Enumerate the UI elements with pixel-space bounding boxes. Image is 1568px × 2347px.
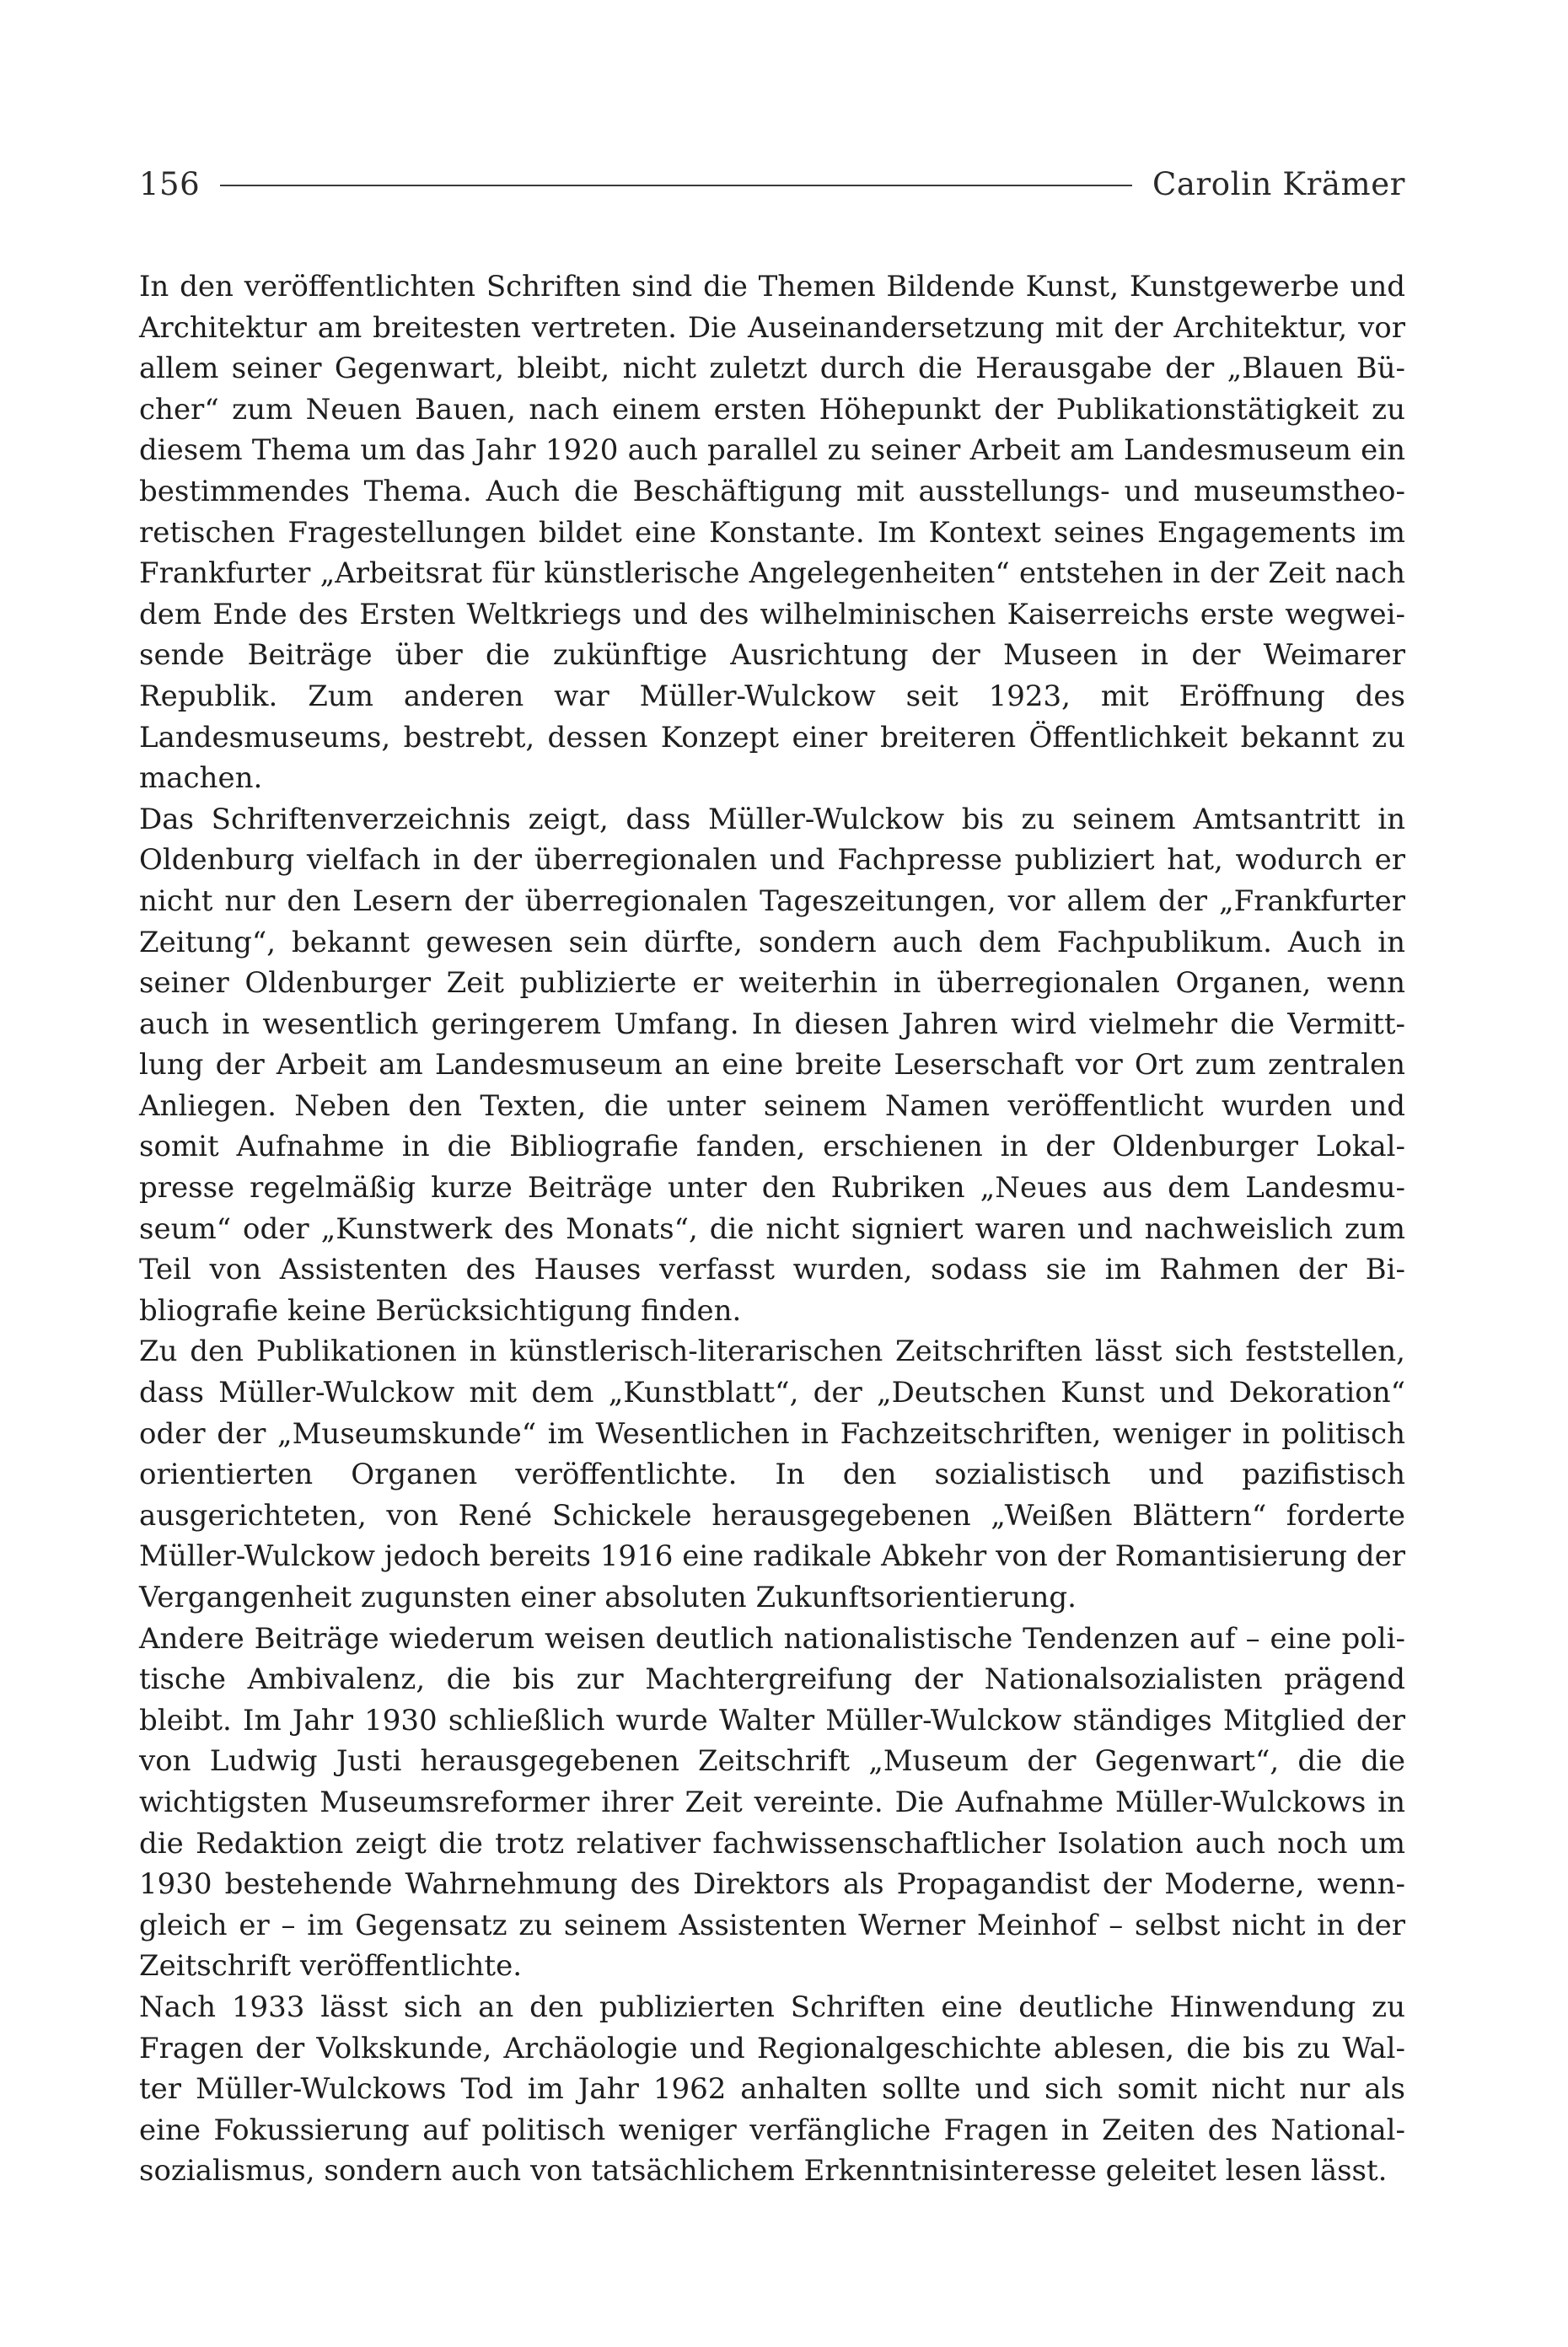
running-header-author: Carolin Krämer — [1152, 165, 1405, 202]
paragraph-1: In den veröffentlichten Schriften sind die Themen Bildende Kunst, Kunstgewerbe und Architektur am breitesten vertreten. Die Auseinandersetzung mit der Architektur, vor allem seiner Gegenwart, bleibt, nicht zuletzt durch die Herausgabe der „Blauen Bücher“ zum Neuen Bauen, nach einem ersten Höhepunkt der Publikationstätigkeit zu diesem Thema um das Jahr 1920 auch parallel zu seiner Arbeit am Landesmuseum ein bestimmendes Thema. Auch die Beschäftigung mit ausstellungs- und museumstheoretischen Fragestellungen bildet eine Konstante. Im Kontext seines Engagements im Frankfurter „Arbeitsrat für künstlerische Angelegenheiten“ entstehen in der Zeit nach dem Ende des Ersten Weltkriegs und des wilhelminischen Kaiserreichs erste wegweisende Beiträge über die zukünftige Ausrichtung der Museen in der Weimarer Republik. Zum anderen war Müller-Wulckow seit 1923, mit Eröffnung des Landesmuseums, bestrebt, dessen Konzept einer breiteren Öffentlichkeit bekannt zu machen. — [139, 270, 1405, 796]
running-header — [139, 160, 1405, 207]
header-rule — [220, 185, 1132, 186]
page-number: 156 — [139, 165, 201, 202]
paragraph-3: Zu den Publikationen in künstlerisch-literarischen Zeitschriften lässt sich feststellen, dass Müller-Wulckow mit dem „Kunstblatt“, der „Deutschen Kunst und Dekoration“ oder der „Museumskunde“ im Wesentlichen in Fachzeitschriften, weniger in politisch orientierten Organen veröffentlichte. In den sozialistisch und pazifistisch ausgerichteten, von René Schickele herausgegebenen „Weißen Blättern“ forderte Müller-Wulckow jedoch bereits 1916 eine radikale Abkehr von der Romantisierung der Vergangenheit zugunsten einer absoluten Zukunftsorientierung. — [139, 1335, 1405, 1614]
paragraph-5: Nach 1933 lässt sich an den publizierten Schriften eine deutliche Hinwendung zu Fragen der Volkskunde, Archäologie und Regionalgeschichte ablesen, die bis zu Walter Müller-Wulckows Tod im Jahr 1962 anhalten sollte und sich somit nicht nur als eine Fokussierung auf politisch weniger verfängliche Fragen in Zeiten des Nationalsozialismus, sondern auch von tatsächlichem Erkenntnisinteresse geleitet lesen lässt. — [139, 1990, 1405, 2189]
paragraph-2: Das Schriftenverzeichnis zeigt, dass Müller-Wulckow bis zu seinem Amtsantritt in Oldenburg vielfach in der überregionalen und Fachpresse publiziert hat, wodurch er nicht nur den Lesern der überregionalen Tageszeitungen, vor allem der „Frankfurter Zeitung“, bekannt gewesen sein dürfte, sondern auch dem Fachpublikum. Auch in seiner Oldenburger Zeit publizierte er weiterhin in überregionalen Organen, wenn auch in wesentlich geringerem Umfang. In diesen Jahren wird vielmehr die Vermittlung der Arbeit am Landesmuseum an eine breite Leserschaft vor Ort zum zentralen Anliegen. Neben den Texten, die unter seinem Namen veröffentlicht wurden und somit Aufnahme in die Bibliografie fanden, erschienen in der Oldenburger Lokalpresse regelmäßig kurze Beiträge unter den Rubriken „Neues aus dem Landesmuseum“ oder „Kunstwerk des Monats“, die nicht signiert waren und nachweislich zum Teil von Assistenten des Hauses verfasst wurden, sodass sie im Rahmen der Bibliografie keine Berücksichtigung finden. — [139, 802, 1405, 1328]
paragraph-4: Andere Beiträge wiederum weisen deutlich nationalistische Tendenzen auf – eine politische Ambivalenz, die bis zur Machtergreifung der Nationalsozialisten prägend bleibt. Im Jahr 1930 schließlich wurde Walter Müller-Wulckow ständiges Mitglied der von Ludwig Justi herausgegebenen Zeitschrift „Museum der Gegenwart“, die die wichtigsten Museumsreformer ihrer Zeit vereinte. Die Aufnahme Müller-Wulckows in die Redaktion zeigt die trotz relativer fachwissenschaftlicher Isolation auch noch um 1930 bestehende Wahrnehmung des Direktors als Propagandist der Moderne, wenngleich er – im Gegensatz zu seinem Assistenten Werner Meinhof – selbst nicht in der Zeitschrift veröffentlichte. — [139, 1621, 1405, 1984]
body-text — [139, 266, 1405, 2192]
